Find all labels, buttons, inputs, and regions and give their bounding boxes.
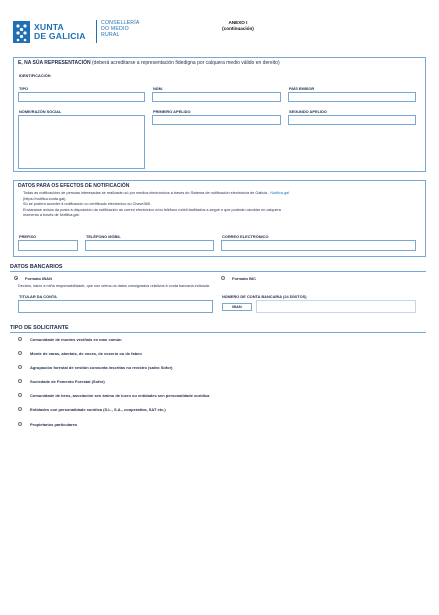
bic-radio-dot — [221, 276, 225, 280]
iban-option-label: Formato IBAN — [25, 276, 52, 281]
representative-title-main: E, NA SÚA REPRESENTACIÓN — [18, 60, 91, 66]
account-number-input[interactable] — [256, 300, 416, 313]
notification-line-4: Enviaranse avisos da posta á disposición da notificación ao correo electrónico e/ou teléfono móbil facilitados a seguir e que poderán cambiar en calquera — [23, 207, 281, 212]
applicant-option-2: Monte de varas, abertais, de voces, de vocerío ou de fabeo — [30, 351, 142, 356]
applicant-option-radio-2[interactable] — [18, 351, 22, 355]
logo-line-2: DE GALICIA — [34, 31, 86, 41]
identification-label: IDENTIFICACIÓN — [19, 73, 51, 78]
second-surname-label: SEGUNDO APELIDO — [289, 109, 327, 114]
first-surname-label: PRIMEIRO APELIDO — [153, 109, 191, 114]
bank-rule — [10, 271, 426, 272]
iban-radio-dot — [14, 276, 18, 280]
applicant-option-radio-dot-3 — [18, 365, 22, 369]
applicant-option-radio-4[interactable] — [18, 379, 22, 383]
notification-line-1 — [23, 191, 289, 197]
applicant-option-radio-dot-6 — [18, 407, 22, 411]
name-label: NOME/RAZÓN SOCIAL — [19, 109, 62, 114]
type-input[interactable] — [18, 92, 145, 102]
applicant-option-radio-3[interactable] — [18, 365, 22, 369]
email-label: CORREO ELECTRÓNICO — [222, 234, 269, 239]
applicant-option-4: Sociedade de Fomento Forestal (Sofor) — [30, 379, 105, 384]
dept-line-3: RURAL — [101, 32, 120, 39]
account-holder-input[interactable] — [18, 300, 213, 313]
applicant-option-radio-dot-5 — [18, 393, 22, 397]
name-input[interactable] — [18, 115, 145, 169]
applicant-option-radio-dot-7 — [18, 422, 22, 426]
notification-line-2: (https://notifica.xunta.gal). — [23, 196, 67, 201]
bank-title: DATOS BANCARIOS — [10, 264, 63, 270]
dept-line-1: CONSELLERÍA — [101, 20, 140, 26]
logo-line-1: XUNTA — [34, 22, 64, 32]
applicant-option-radio-1[interactable] — [18, 337, 22, 341]
email-input[interactable] — [221, 240, 416, 251]
annex-heading — [218, 20, 258, 32]
number-input[interactable] — [152, 92, 281, 102]
applicant-option-7: Propietarios particulares — [30, 422, 78, 427]
notification-text — [23, 191, 289, 219]
representative-title — [18, 60, 280, 66]
department-name — [101, 20, 140, 39]
prefix-input[interactable] — [18, 240, 78, 251]
dept-line-2: DO MEDIO — [101, 26, 129, 33]
applicant-option-radio-dot-4 — [18, 379, 22, 383]
applicant-option-1: Comunidade de montes veciñais en man común — [30, 337, 122, 342]
issuing-country-label: PAÍS EMISOR — [289, 86, 315, 91]
iban-field-label: IBAN — [222, 303, 252, 311]
applicant-type-title: TIPO DE SOLICITANTE — [10, 325, 69, 331]
account-holder-label: TITULAR DA CONTA — [19, 294, 57, 299]
applicant-rule — [10, 332, 426, 333]
mobile-input[interactable] — [85, 240, 214, 251]
second-surname-input[interactable] — [288, 115, 416, 125]
bank-declaration: Declaro, baixo a miña responsabilidade, que son certos os datos consignados relativos á conta bancaria indicada. — [18, 284, 210, 288]
applicant-option-radio-6[interactable] — [18, 407, 22, 411]
mobile-label: TELÉFONO MÓBIL — [86, 234, 121, 239]
notification-line-5: momento a través de Notifica.gal: — [23, 213, 80, 218]
xunta-emblem-icon — [13, 21, 30, 43]
applicant-option-radio-dot-1 — [18, 337, 22, 341]
iban-radio[interactable] — [14, 276, 18, 280]
first-surname-input[interactable] — [152, 115, 281, 125]
representative-title-note: (deberá acreditarse a representación fidedigna por calquera medio válido en dereito) — [92, 60, 280, 66]
bic-option-label: Formato BIC — [232, 276, 256, 281]
applicant-option-radio-dot-2 — [18, 351, 22, 355]
notification-line-3: Só se poderá acceder á notificación co certificado electrónico ou Chave365. — [23, 202, 151, 207]
notifica-link[interactable]: Notifica.gal — [270, 191, 290, 195]
account-number-label: NÚMERO DE CONTA BANCARIA (24 DÍXITOS) — [222, 294, 307, 299]
applicant-option-3: Agrupación forestal de xestión conxunta inscritas no rexistro (salvo Sofor) — [30, 365, 173, 370]
logo-wordmark — [34, 23, 86, 41]
notification-line-1-text: Todas as notificacións de persoas interesadas se realizarán só por medios electrónicos a través do Sistema de notificación electrónica de Galicia - — [23, 191, 270, 195]
applicant-option-radio-5[interactable] — [18, 393, 22, 397]
notification-title: DATOS PARA OS EFECTOS DE NOTIFICACIÓN — [18, 183, 130, 189]
number-label: NÚM. — [153, 86, 163, 91]
prefix-label: PREFIXO — [19, 234, 37, 239]
applicant-option-6: Entidades con personalidade xurídica (S.L., S.A., cooperativa, SAT etc.) — [30, 407, 166, 412]
header-separator — [96, 20, 97, 43]
type-label: TIPO — [19, 86, 29, 91]
applicant-option-5: Comunidade de bens, asociación sen ánimo de lucro ou entidades sen personalidade xurídica — [30, 393, 210, 398]
annex-title: ANEXO I — [228, 20, 248, 25]
annex-subtitle: (continuación) — [222, 26, 254, 31]
issuing-country-input[interactable] — [288, 92, 416, 102]
xunta-logo — [13, 19, 93, 45]
bic-radio[interactable] — [221, 276, 225, 280]
applicant-option-radio-7[interactable] — [18, 422, 22, 426]
